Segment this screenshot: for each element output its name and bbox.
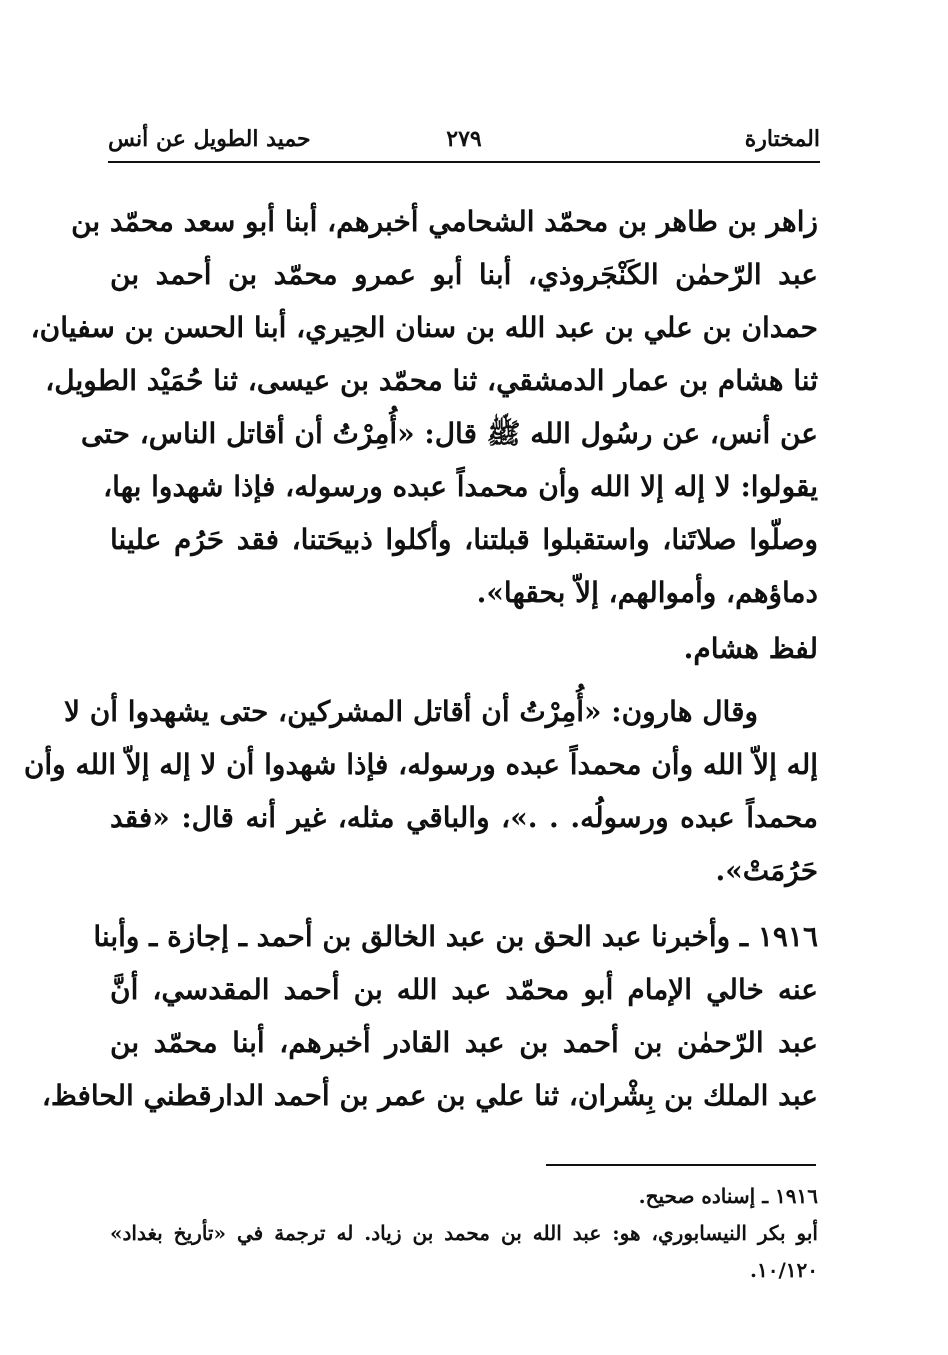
header-divider <box>108 161 820 163</box>
text-line: عبد الرّحمٰن الكَنْجَروذي، أبنا أبو عمرو محمّد بن أحمد بن <box>110 258 818 291</box>
chapter-title: حميد الطويل عن أنس <box>108 126 311 152</box>
text-line: وصلّوا صلاتَنا، واستقبلوا قبلتنا، وأكلوا ذبيحَتنا، فقد حَرُم علينا <box>110 523 818 556</box>
text-line: عنه خالي الإمام أبو محمّد عبد الله بن أحمد المقدسي، أنَّ <box>110 973 818 1006</box>
paragraph-3 <box>23 685 818 897</box>
text-line: ثنا هشام بن عمار الدمشقي، ثنا محمّد بن عيسى، ثنا حُمَيْد الطويل، <box>45 364 818 397</box>
page-number: ٢٧٩ <box>446 126 482 152</box>
text-line: عبد الملك بن بِشْران، ثنا علي بن عمر بن أحمد الدارقطني الحافظ، <box>41 1079 818 1112</box>
text-line: دماؤهم، وأموالهم، إلاّ بحقها». <box>476 576 818 609</box>
text-line: حمدان بن علي بن عبد الله بن سنان الحِيري، أبنا الحسن بن سفيان، <box>30 311 818 344</box>
text-line: وقال هارون: «أُمِرْتُ أن أقاتل المشركين، حتى يشهدوا أن لا <box>63 695 758 728</box>
text-line: عبد الرّحمٰن بن أحمد بن عبد القادر أخبرهم، أبنا محمّد بن <box>110 1026 818 1059</box>
text-line: حَرُمَتْ». <box>715 854 818 887</box>
text-line: ١٩١٦ ـ وأخبرنا عبد الحق بن عبد الخالق بن أحمد ـ إجازة ـ وأبنا <box>93 920 818 953</box>
text-line: لفظ هشام. <box>683 632 818 665</box>
footnote-line: ١٠/١٢٠. <box>750 1258 818 1282</box>
footnote-line: ١٩١٦ ـ إسناده صحيح. <box>638 1184 818 1208</box>
book-title: المختارة <box>744 126 820 152</box>
paragraph-2 <box>110 622 818 675</box>
text-line: محمداً عبده ورسولُه. . .»، والباقي مثله، غير أنه قال: «فقد <box>110 801 818 834</box>
page-header <box>108 126 820 162</box>
text-line: عن أنس، عن رسُول الله ﷺ قال: «أُمِرْتُ أن أقاتل الناس، حتى <box>80 417 818 450</box>
paragraph-1 <box>30 195 818 619</box>
text-line: إله إلاّ الله وأن محمداً عبده ورسوله، فإذا شهدوا أن لا إله إلاّ الله وأن <box>23 748 818 781</box>
footnote-divider <box>546 1164 816 1166</box>
footnotes <box>110 1178 818 1289</box>
text-line: يقولوا: لا إله إلا الله وأن محمداً عبده ورسوله، فإذا شهدوا بها، <box>103 470 818 503</box>
hadith-1916 <box>41 910 818 1122</box>
text-line: زاهر بن طاهر بن محمّد الشحامي أخبرهم، أبنا أبو سعد محمّد بن <box>71 205 818 238</box>
footnote-line: أبو بكر النيسابوري، هو: عبد الله بن محمد بن زياد. له ترجمة في «تأريخ بغداد» <box>110 1221 818 1245</box>
